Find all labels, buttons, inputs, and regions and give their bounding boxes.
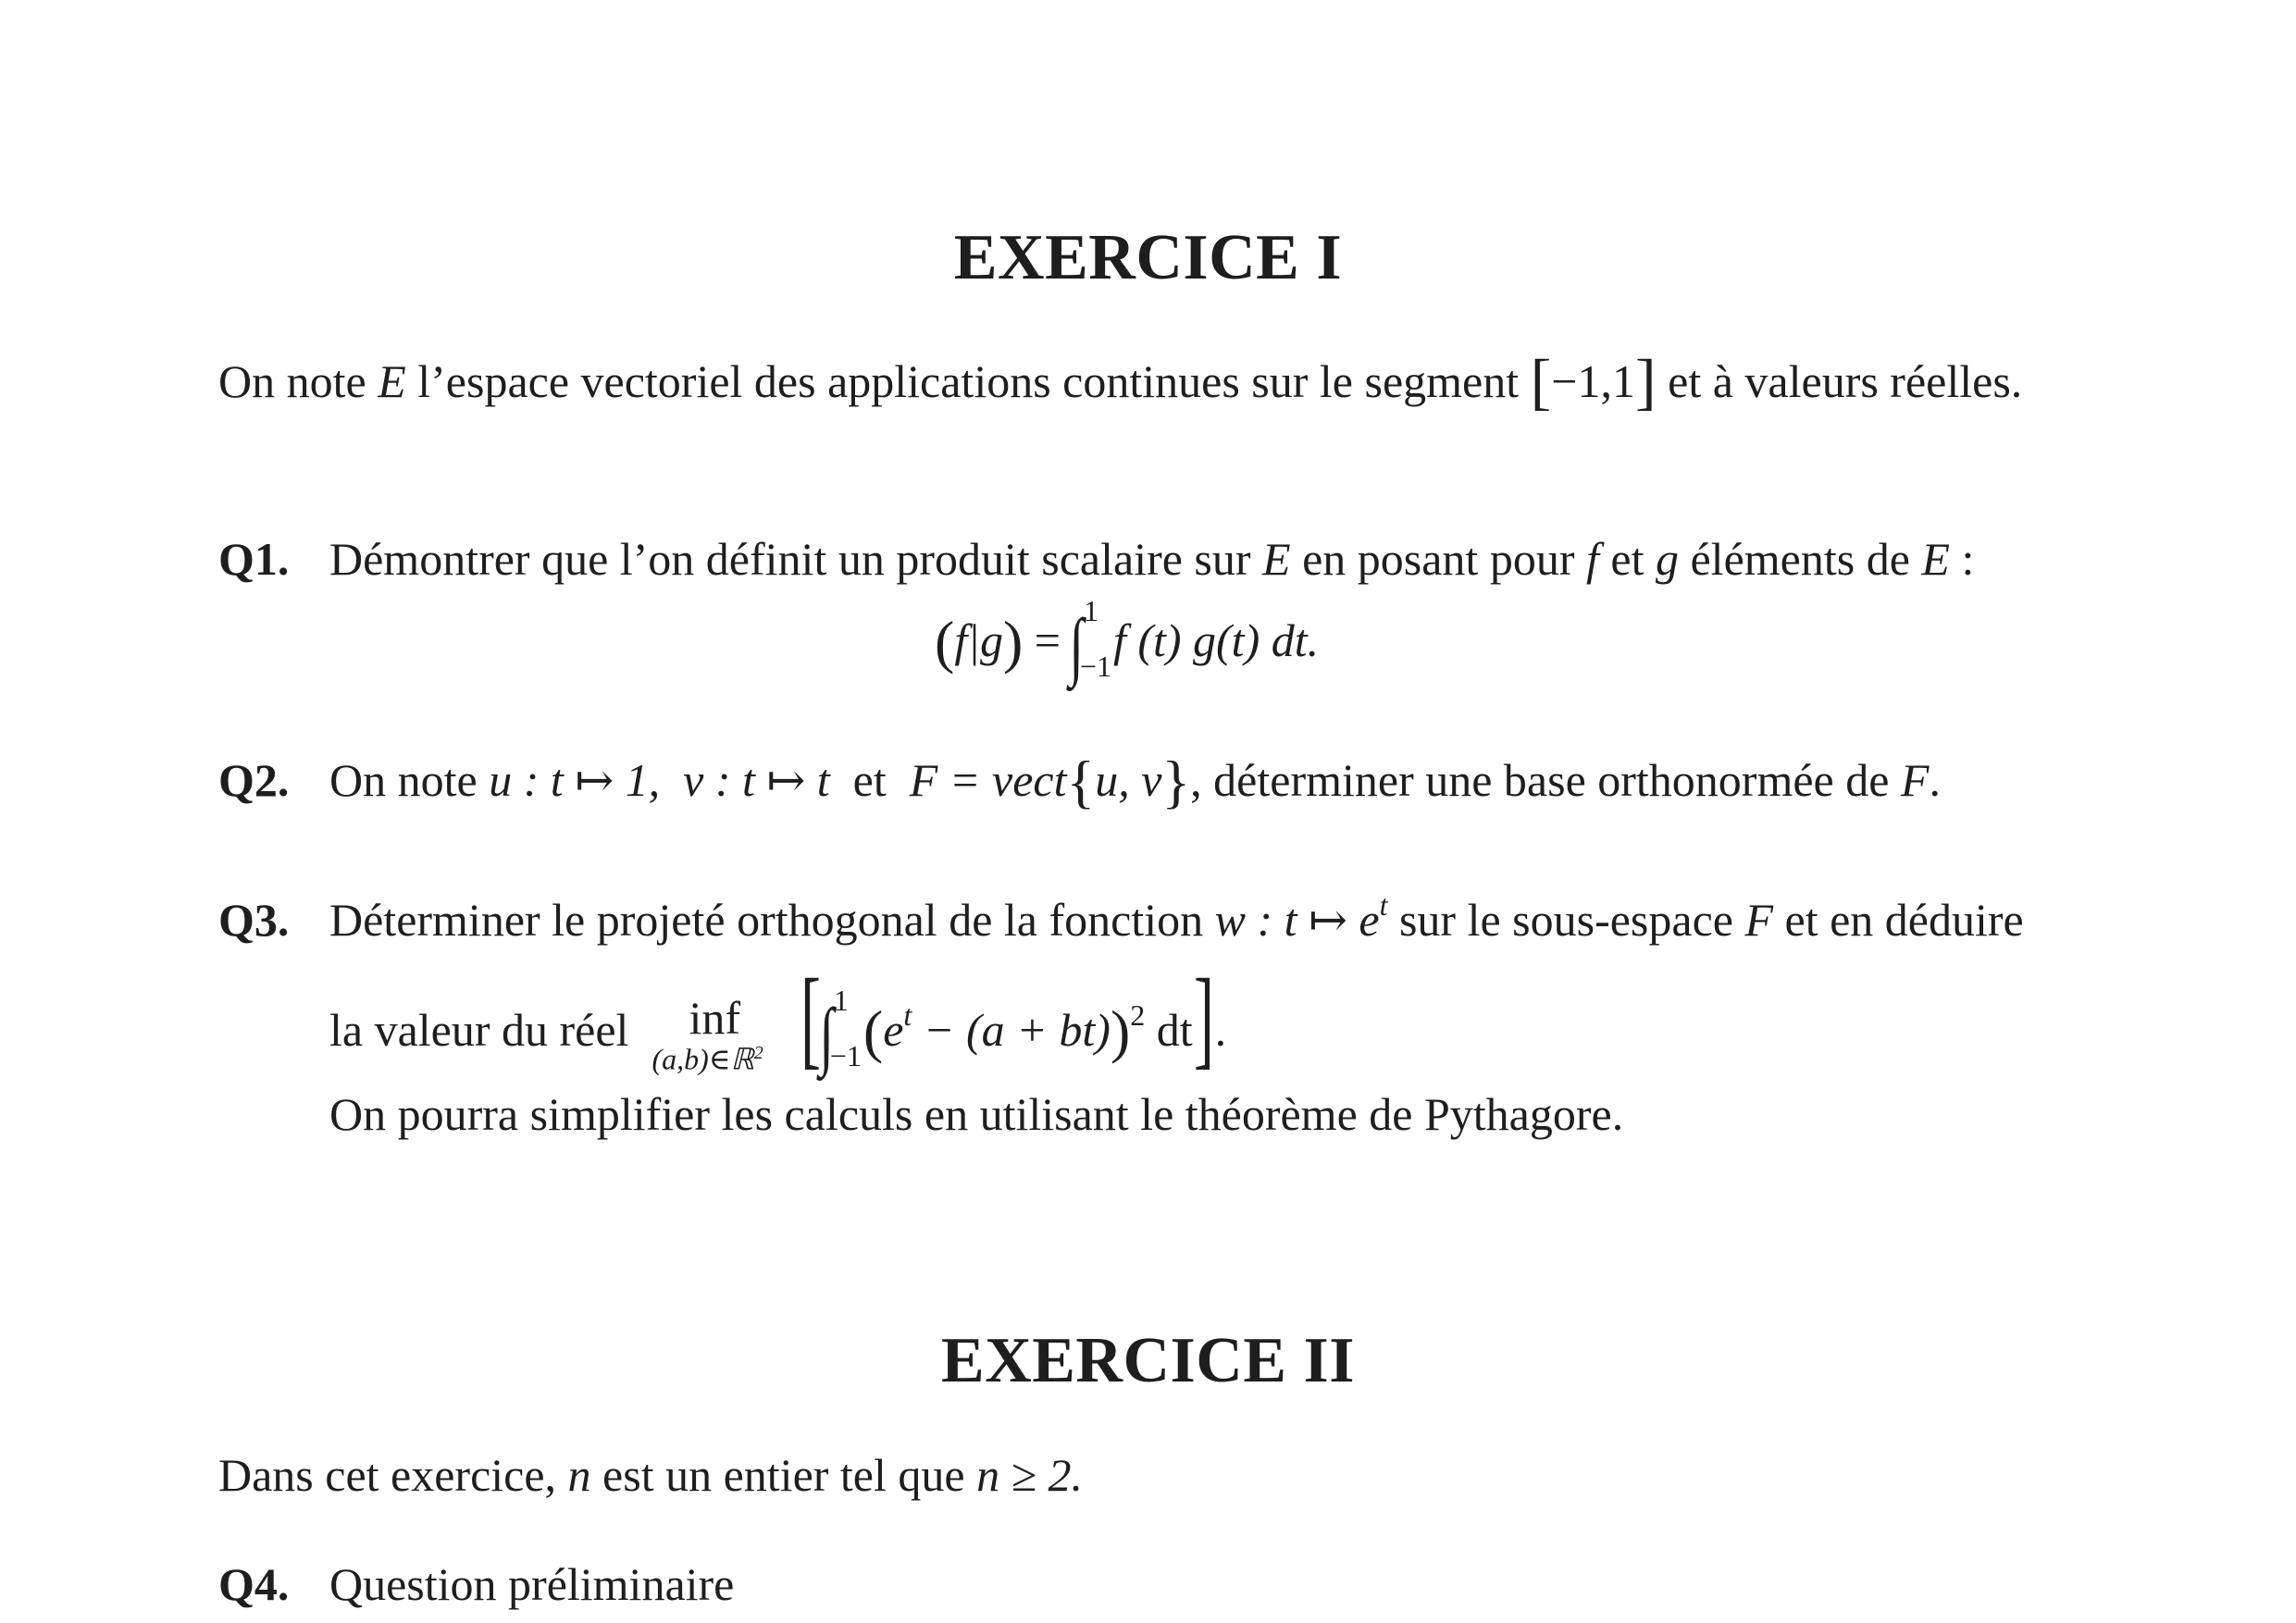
integral-limits-2 [829,983,863,1072]
ex2-text-2: est un entier tel que [590,1449,977,1501]
q2-set: u, v [1095,754,1162,806]
square-exp: 2 [1130,998,1146,1032]
q3-F: F [1744,894,1774,946]
q1-f: f [1585,533,1599,585]
q4-title: Question préliminaire [329,1558,735,1610]
integral-sign-2: ∫ [819,993,835,1077]
formula-eq: = [1034,614,1061,666]
q1-text-1: Démontrer que l’on définit un produit scalaire sur [329,533,1263,585]
intro-segment: −1,1 [1551,355,1635,407]
q2-text-1: On note [329,754,490,806]
q3-line-1 [329,888,2024,946]
q1-E: E [1262,533,1291,585]
ex2-text-1: Dans cet exercice, [218,1449,568,1501]
left-bracket: [ [1530,346,1552,416]
exercise-2-title: EXERCICE II [941,1325,1355,1396]
exercise-2-intro [218,1449,1083,1501]
q3-text-1: Déterminer le projeté orthogonal de la fonction [329,894,1215,946]
q3-line-2 [329,956,1227,1079]
formula-rhs: f (t) g(t) dt. [1112,614,1320,666]
q3-end: . [1214,1004,1227,1056]
q3-line-3: On pourra simplifier les calculs en utilisant le théorème de Pythagore. [329,1088,1624,1140]
q4-label: Q4. [218,1558,290,1610]
inf-subscript [652,1036,763,1076]
q2-lbrace: { [1066,749,1096,814]
int-upper-2: 1 [833,983,849,1017]
q1-text-3: et [1598,533,1656,585]
q2-statement [329,749,1941,814]
integrand-e: e [883,1004,904,1056]
inf-label: inf [689,992,740,1044]
integral-limits [1079,593,1113,683]
intro-text-2: l’espace vectoriel des applications continues sur le segment [405,355,1531,407]
q1-g: g [1655,533,1679,585]
formula-rparen: ) [1002,609,1024,675]
intro-E: E [378,355,406,407]
int-upper: 1 [1083,593,1098,627]
right-bracket: ] [1634,346,1657,416]
intro-text-3: et à valeurs réelles. [1656,355,2023,407]
q1-label: Q1. [218,533,290,585]
q2-v-def: v : t ↦ t [683,754,830,806]
ex2-condition: n ≥ 2. [976,1449,1084,1501]
exercise-1-title: EXERCICE I [953,222,1343,293]
q2-F-def: F = vect [909,754,1067,806]
q2-and: et [852,754,887,806]
q2-u-def: u : t ↦ 1, [489,754,661,806]
int-lower: −1 [1079,649,1111,683]
exercise-1-intro [218,346,2023,416]
q2-end: . [1929,754,1941,806]
q2-F: F [1900,754,1930,806]
q1-statement [329,533,1974,585]
formula-lparen: ( [935,609,955,675]
big-left-bracket: [ [800,956,822,1079]
q3-label: Q3. [218,894,290,946]
integral-sign: ∫ [1069,603,1085,688]
outer-rparen: ) [1110,998,1131,1064]
big-right-bracket: ] [1193,956,1214,1079]
q1-formula [935,593,1320,688]
q3-text-3: et en déduire [1773,894,2024,946]
ex2-n: n [567,1449,591,1501]
q2-rbrace: } [1161,749,1191,814]
q1-text-4: éléments de [1678,533,1922,585]
inf-sub-text: (a,b)∈ℝ [652,1042,754,1076]
q2-label: Q2. [218,754,290,806]
intro-text-1: On note [218,355,379,407]
int-lower-2: −1 [829,1038,862,1072]
q3-text-2: sur le sous-espace [1387,894,1745,946]
integrand-rest: − (a + bt) [912,1004,1111,1056]
q1-text-5: : [1949,533,1975,585]
q3-w-exponent: t [1379,888,1388,922]
q3-w-def: w : t ↦ e [1214,894,1380,946]
q3-dt: dt [1156,1004,1193,1056]
q2-text-2: , déterminer une base orthonormée de [1190,754,1901,806]
integrand-exp: t [903,998,912,1032]
q1-text-2: en posant pour [1290,533,1586,585]
q1-E-2: E [1921,533,1950,585]
outer-lparen: ( [863,998,884,1064]
formula-lhs: f|g [954,614,1003,666]
inf-operator [652,992,800,1076]
inf-sub-exp: 2 [753,1043,763,1063]
q3-text-4: la valeur du réel [329,1004,629,1056]
